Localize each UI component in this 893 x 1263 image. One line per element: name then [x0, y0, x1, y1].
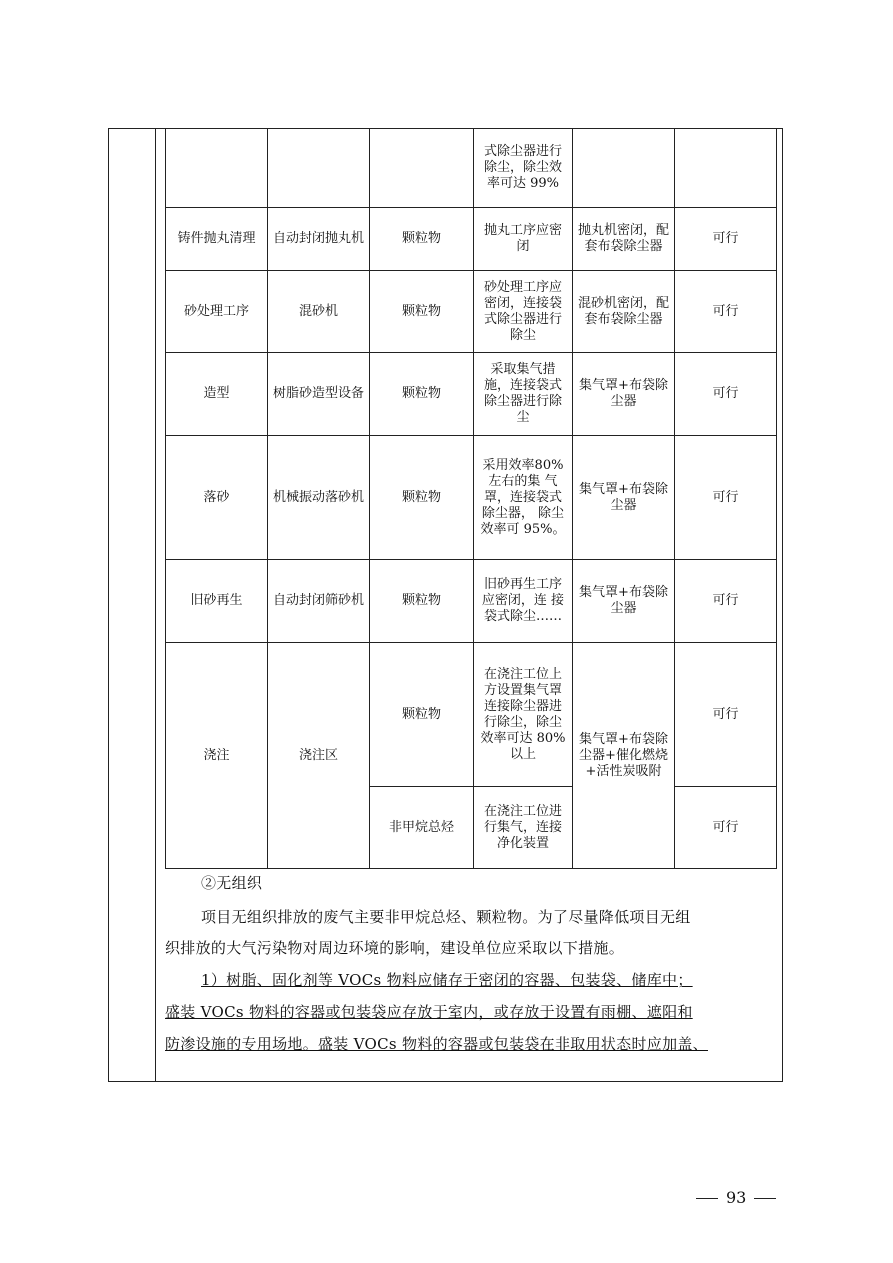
cell-facility — [573, 129, 675, 208]
cell-equipment — [268, 129, 370, 208]
paragraph-line: 项目无组织排放的废气主要非甲烷总烃、颗粒物。为了尽量降低项目无组 — [201, 908, 691, 926]
cell-feasibility: 可行 — [675, 271, 777, 353]
left-label-column — [108, 128, 156, 1082]
page-number — [688, 1188, 784, 1207]
cell-facility: 集气罩+布袋除尘器 — [573, 353, 675, 436]
cell-process: 造型 — [166, 353, 268, 436]
cell-measure: 在浇注工位上方设置集气罩连接除尘器进行除尘，除尘效率可达 80% 以上 — [474, 643, 573, 787]
cell-process: 砂处理工序 — [166, 271, 268, 353]
paragraph-line: 防渗设施的专用场地。盛装 VOCs 物料的容器或包装袋在非取用状态时应加盖、 — [165, 1035, 708, 1053]
dash-left — [696, 1198, 718, 1199]
cell-equipment: 浇注区 — [268, 643, 370, 869]
cell-facility: 集气罩+布袋除尘器 — [573, 436, 675, 560]
cell-facility: 集气罩+布袋除尘器 — [573, 560, 675, 643]
cell-measure: 抛丸工序应密闭 — [474, 208, 573, 271]
cell-feasibility: 可行 — [675, 643, 777, 787]
cell-process: 铸件抛丸清理 — [166, 208, 268, 271]
cell-pollutant: 颗粒物 — [370, 560, 474, 643]
cell-measure: 旧砂再生工序应密闭，连 接袋式除尘…… — [474, 560, 573, 643]
dash-right — [754, 1198, 776, 1199]
cell-measure: 砂处理工序应密闭，连接袋式除尘器进行除尘 — [474, 271, 573, 353]
cell-process: 浇注 — [166, 643, 268, 869]
paragraph-line: 1）树脂、固化剂等 VOCs 物料应储存于密闭的容器、包装袋、储库中； — [201, 971, 693, 989]
cell-feasibility: 可行 — [675, 787, 777, 869]
cell-pollutant: 颗粒物 — [370, 436, 474, 560]
cell-feasibility: 可行 — [675, 353, 777, 436]
page-number-value: 93 — [726, 1188, 747, 1207]
cell-measure: 式除尘器进行除尘，除尘效率可达 99% — [474, 129, 573, 208]
control-measures-table — [165, 128, 777, 869]
cell-pollutant: 非甲烷总烃 — [370, 787, 474, 869]
cell-facility: 抛丸机密闭，配套布袋除尘器 — [573, 208, 675, 271]
cell-equipment: 自动封闭抛丸机 — [268, 208, 370, 271]
cell-equipment: 机械振动落砂机 — [268, 436, 370, 560]
cell-feasibility: 可行 — [675, 436, 777, 560]
cell-process: 落砂 — [166, 436, 268, 560]
cell-pollutant: 颗粒物 — [370, 271, 474, 353]
cell-equipment: 自动封闭筛砂机 — [268, 560, 370, 643]
table-row — [166, 436, 777, 560]
table-row — [166, 643, 777, 787]
cell-pollutant — [370, 129, 474, 208]
cell-feasibility: 可行 — [675, 208, 777, 271]
cell-equipment: 混砂机 — [268, 271, 370, 353]
cell-measure: 在浇注工位进行集气，连接净化装置 — [474, 787, 573, 869]
cell-measure: 采取集气措施，连接袋式除尘器进行除尘 — [474, 353, 573, 436]
paragraph-line: 织排放的大气污染物对周边环境的影响，建设单位应采取以下措施。 — [165, 939, 625, 957]
cell-process: 旧砂再生 — [166, 560, 268, 643]
cell-equipment: 树脂砂造型设备 — [268, 353, 370, 436]
cell-pollutant: 颗粒物 — [370, 208, 474, 271]
table-row — [166, 208, 777, 271]
cell-feasibility: 可行 — [675, 560, 777, 643]
cell-measure: 采用效率80%左右的集 气罩，连接袋式除尘器， 除尘效率可 95%。 — [474, 436, 573, 560]
table-row — [166, 560, 777, 643]
table-row — [166, 129, 777, 208]
cell-facility: 集气罩+布袋除尘器+催化燃烧+活性炭吸附 — [573, 643, 675, 869]
table-row — [166, 353, 777, 436]
section-heading: ②无组织 — [201, 874, 263, 892]
cell-feasibility — [675, 129, 777, 208]
cell-facility: 混砂机密闭，配套布袋除尘器 — [573, 271, 675, 353]
cell-pollutant: 颗粒物 — [370, 353, 474, 436]
cell-process — [166, 129, 268, 208]
paragraph-line: 盛装 VOCs 物料的容器或包装袋应存放于室内，或存放于设置有雨棚、遮阳和 — [165, 1003, 693, 1021]
cell-pollutant: 颗粒物 — [370, 643, 474, 787]
table-row — [166, 271, 777, 353]
